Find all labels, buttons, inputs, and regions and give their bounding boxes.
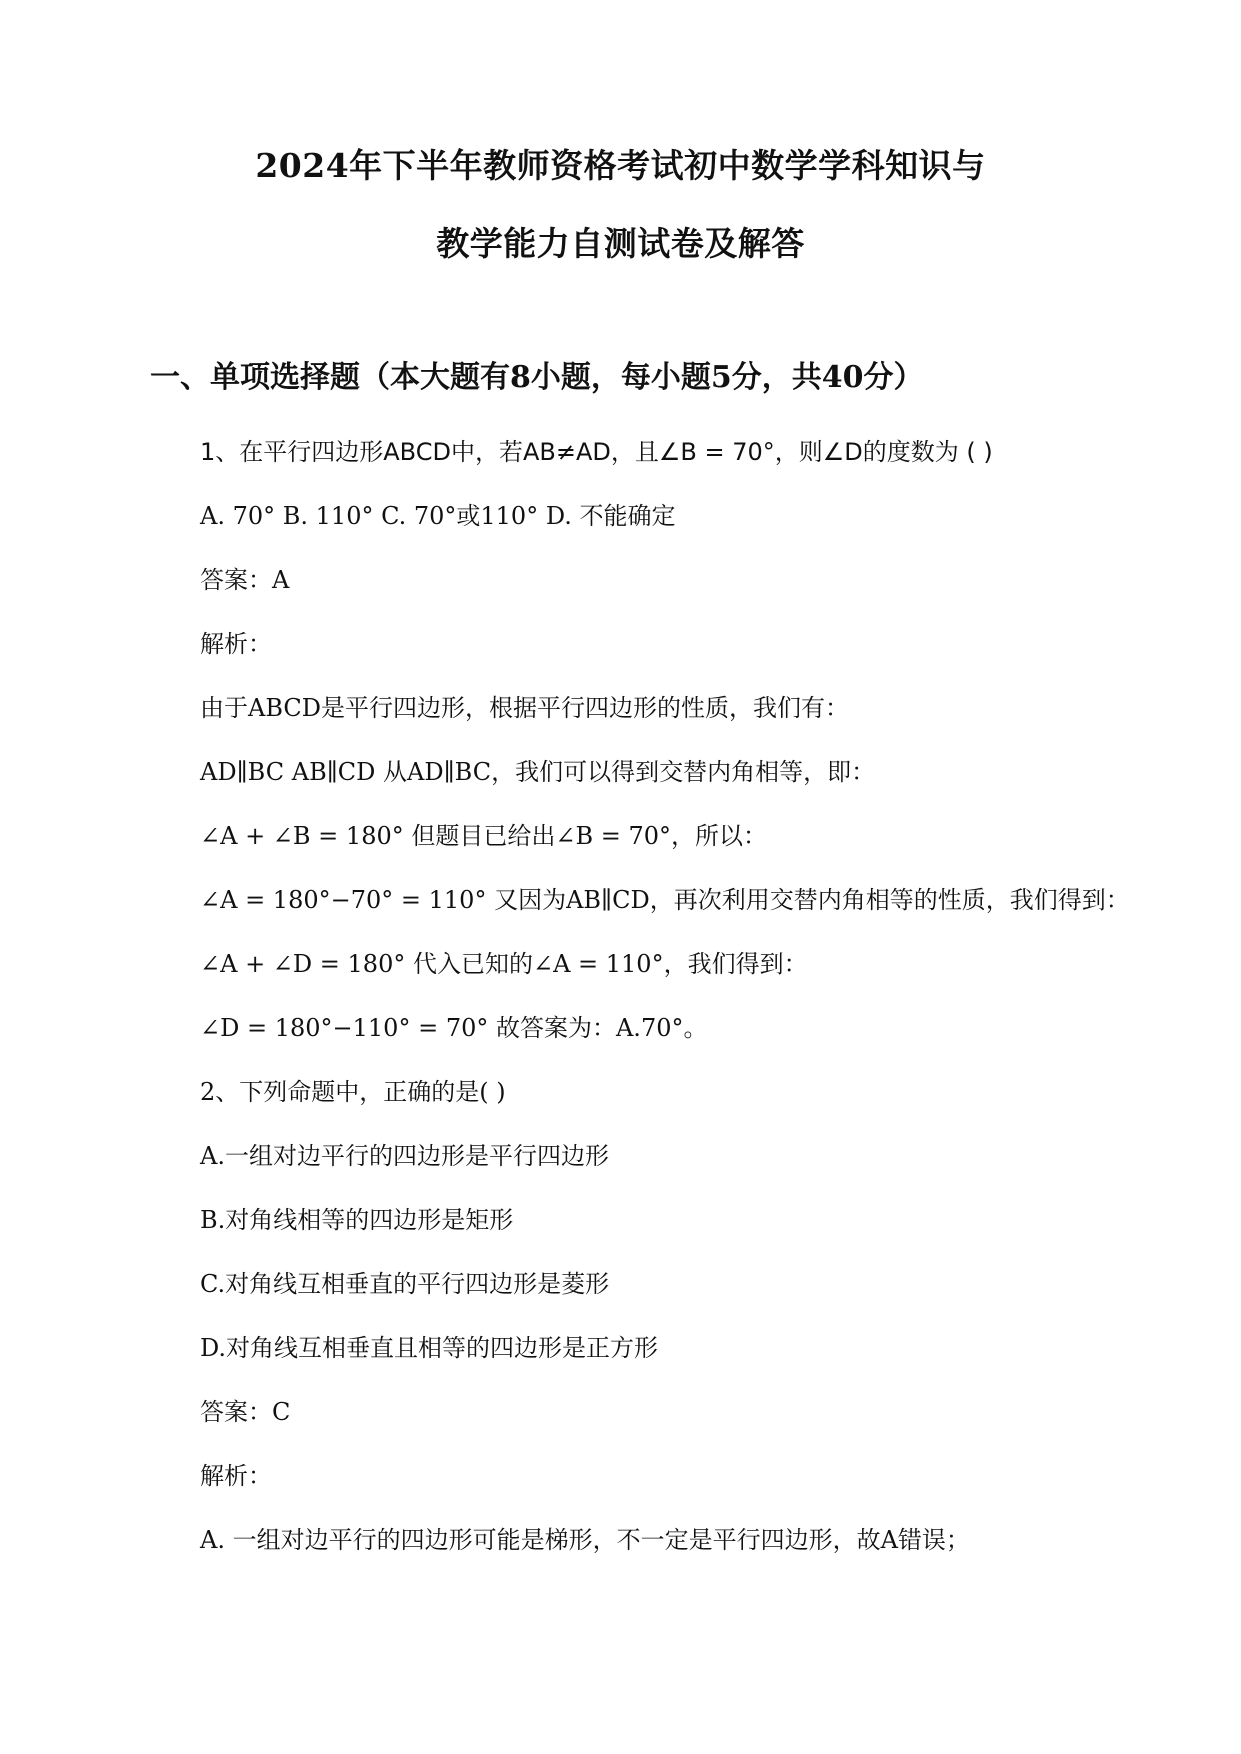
question-2-option-c: C.对角线互相垂直的平行四边形是菱形 [200, 1270, 610, 1298]
question-1-analysis-line: ∠D = 180°−110° = 70° 故答案为：A.70°。 [200, 1014, 708, 1042]
question-1-analysis-line: ∠A + ∠B = 180° 但题目已给出∠B = 70°，所以： [200, 822, 768, 850]
question-2-answer: 答案：C [200, 1398, 291, 1426]
document-title-line-2: 教学能力自测试卷及解答 [436, 224, 805, 263]
question-2-analysis-label: 解析： [200, 1462, 272, 1490]
question-1-analysis-label: 解析： [200, 630, 272, 658]
question-2-option-d: D.对角线互相垂直且相等的四边形是正方形 [200, 1334, 659, 1362]
question-1-analysis-line: ∠A = 180°−70° = 110° 又因为AB∥CD，再次利用交替内角相等的性质，我们得到： [200, 886, 1130, 914]
question-1-answer: 答案：A [200, 566, 290, 594]
question-1-analysis-line: ∠A + ∠D = 180° 代入已知的∠A = 110°，我们得到： [200, 950, 808, 978]
document-title-line-1: 2024年下半年教师资格考试初中数学学科知识与 [255, 146, 986, 185]
question-2-option-a: A.一组对边平行的四边形是平行四边形 [200, 1142, 609, 1170]
question-1-stem: 1、在平行四边形ABCD中，若AB≠AD，且∠B = 70°，则∠D的度数为 ( ) [200, 438, 993, 466]
question-2-analysis-a: A. 一组对边平行的四边形可能是梯形，不一定是平行四边形，故A错误； [200, 1526, 970, 1554]
section-heading-single-choice: 一、单项选择题（本大题有8小题，每小题5分，共40分） [150, 360, 924, 395]
question-1-analysis-line: AD∥BC AB∥CD 从AD∥BC，我们可以得到交替内角相等，即： [200, 758, 876, 786]
question-1-options: A. 70° B. 110° C. 70°或110° D. 不能确定 [200, 502, 676, 530]
question-2-stem: 2、下列命题中，正确的是( ) [200, 1078, 506, 1106]
question-2-option-b: B.对角线相等的四边形是矩形 [200, 1206, 514, 1234]
question-1-analysis-line: 由于ABCD是平行四边形，根据平行四边形的性质，我们有： [200, 694, 850, 722]
